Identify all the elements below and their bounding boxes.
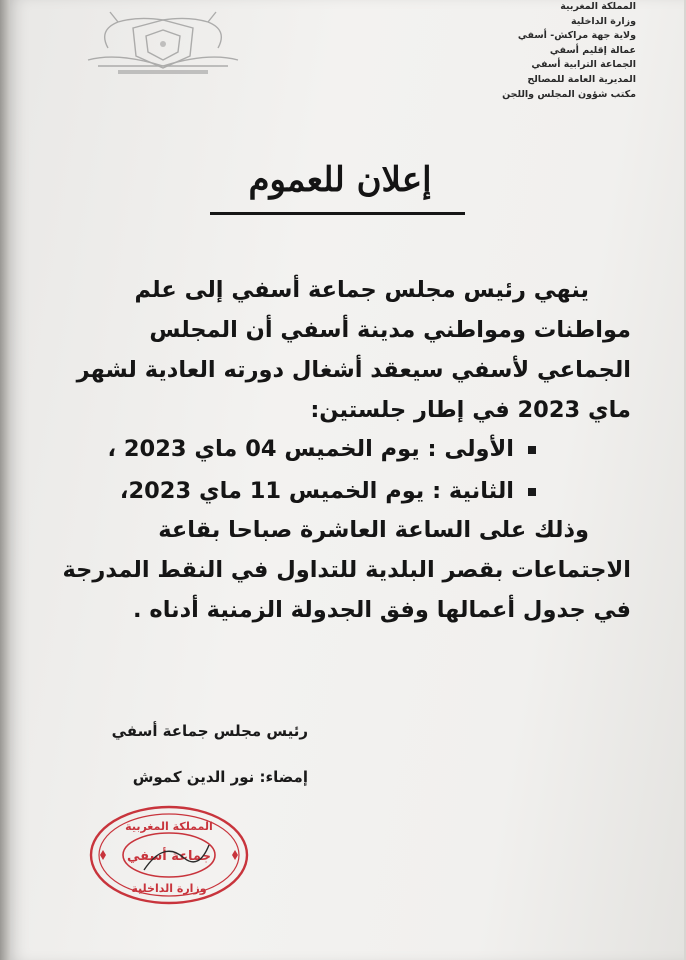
- announcement-closing: [41, 510, 631, 630]
- stamp-outer-top-text: المملكة المغربية: [125, 820, 213, 833]
- signatory-name: إمضاء: نور الدين كموش: [132, 768, 308, 786]
- signatory-title: رئيس مجلس جماعة أسفي: [111, 722, 308, 740]
- header-line: مكتب شؤون المجلس واللجن: [502, 88, 636, 100]
- document-title: إعلان للعموم: [248, 160, 432, 200]
- stamp-outer-bottom-text: وزارة الداخلية: [131, 882, 207, 895]
- list-item: [108, 470, 537, 512]
- body-line: ينهي رئيس مجلس جماعة أسفي إلى علم: [134, 277, 589, 303]
- square-bullet-icon: [528, 446, 536, 454]
- session-list: [108, 428, 537, 512]
- body-line: مواطنات ومواطني مدينة أسفي أن المجلس: [149, 317, 631, 343]
- body-line: الاجتماعات بقصر البلدية للتداول في النقط المدرجة: [62, 557, 631, 583]
- body-line: وذلك على الساعة العاشرة صباحا بقاعة: [158, 517, 589, 543]
- list-item: [108, 428, 537, 470]
- session-second: الثانية : يوم الخميس 11 ماي 2023،: [119, 478, 514, 504]
- header-line: وزارة الداخلية: [571, 15, 636, 27]
- session-first: الأولى : يوم الخميس 04 ماي 2023 ،: [107, 436, 514, 462]
- header-line: المملكة المغربية: [560, 1, 636, 12]
- header-line: الجماعة الترابية أسفي: [531, 59, 636, 71]
- header-line: المديرية العامة للمصالح: [527, 73, 636, 85]
- header-line: عمالة إقليم أسفي: [549, 44, 636, 56]
- coat-of-arms-emblem: [78, 8, 248, 78]
- header-line: ولاية جهة مراكش- أسفي: [517, 30, 636, 42]
- stamp-star-icon: [232, 850, 238, 860]
- announcement-body: [41, 270, 631, 430]
- stamp-center-text: جماعة أسفي: [126, 849, 212, 864]
- title-underline: [210, 212, 465, 215]
- issuing-authority-header: [416, 0, 636, 102]
- stamp-star-icon: [100, 850, 106, 860]
- body-line: ماي 2023 في إطار جلستين:: [310, 397, 631, 423]
- page-shadow-edge: [0, 0, 10, 960]
- body-line: الجماعي لأسفي سيعقد أشغال دورته العادية لشهر: [76, 357, 631, 383]
- square-bullet-icon: [528, 488, 536, 496]
- body-line: في جدول أعمالها وفق الجدولة الزمنية أدناه .: [133, 597, 631, 623]
- official-stamp: [84, 800, 254, 910]
